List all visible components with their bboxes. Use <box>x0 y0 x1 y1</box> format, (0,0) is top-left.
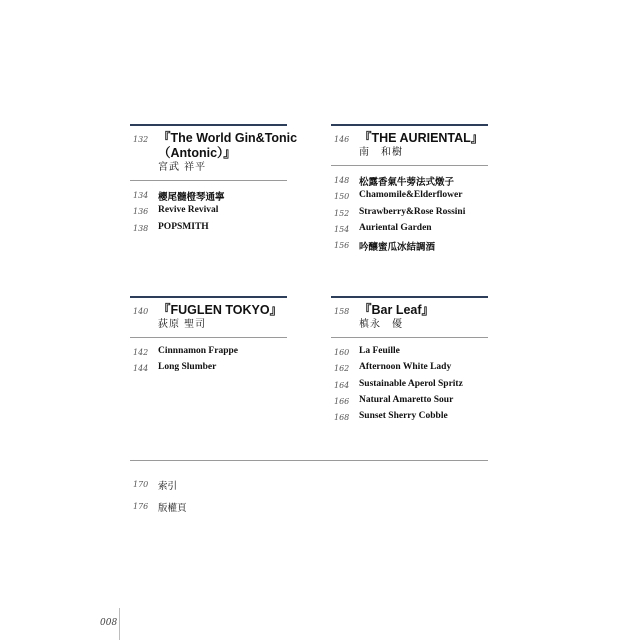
toc-item <box>331 223 488 239</box>
toc-item-page: 138 <box>133 223 149 233</box>
section-item-list <box>130 189 287 238</box>
section-item-list <box>130 346 287 379</box>
appendix-item-colophon <box>130 500 488 522</box>
toc-item <box>331 190 488 206</box>
toc-item <box>130 189 287 205</box>
section-header <box>130 303 287 331</box>
section-top-rule <box>130 124 287 126</box>
toc-item <box>331 346 488 362</box>
section-top-rule <box>331 296 488 298</box>
section-divider <box>130 180 287 181</box>
section-header <box>331 303 488 331</box>
section-author: 宮武 祥平 <box>158 162 207 173</box>
toc-item-page: 144 <box>133 364 149 374</box>
section-header <box>130 131 298 174</box>
toc-appendix <box>130 460 488 522</box>
section-divider <box>331 165 488 166</box>
toc-item-page: 152 <box>334 208 350 218</box>
section-title-line-1: 『THE AURIENTAL』 <box>359 131 484 145</box>
toc-item-label: Cinnnamon Frappe <box>158 346 238 356</box>
toc-section-bar-leaf <box>331 296 488 427</box>
page-folio: 008 <box>100 618 118 628</box>
section-top-rule <box>331 124 488 126</box>
toc-item-label: 松露香氣牛蒡法式燉子 <box>359 178 455 188</box>
section-page-number: 132 <box>133 135 149 144</box>
toc-section-fuglen-tokyo <box>130 296 287 379</box>
toc-item <box>331 174 488 190</box>
toc-section-world-gin-tonic <box>130 124 298 238</box>
toc-item-page: 162 <box>334 364 350 374</box>
page-gutter-line <box>119 608 120 640</box>
section-title-line-1: 『FUGLEN TOKYO』 <box>158 303 283 317</box>
toc-item <box>130 362 287 378</box>
toc-item-label: Chamomile&Elderflower <box>359 190 463 201</box>
toc-item <box>130 222 287 238</box>
section-title-line-2: （Antonic）』 <box>158 146 236 160</box>
section-author: 荻原 聖司 <box>158 319 207 330</box>
toc-item-label: POPSMITH <box>158 221 209 232</box>
toc-item-page: 142 <box>133 348 149 357</box>
section-title-line-1: 『The World Gin&Tonic <box>158 131 298 145</box>
toc-item-page: 164 <box>334 380 350 390</box>
toc-item-page: 134 <box>133 191 149 200</box>
toc-item-label: Natural Amaretto Sour <box>359 394 454 405</box>
toc-item <box>331 379 488 395</box>
section-item-list <box>331 346 488 427</box>
appendix-item-label: 索引 <box>158 481 178 492</box>
toc-item-label: La Feuille <box>359 346 400 356</box>
toc-item-label: Long Slumber <box>158 362 217 373</box>
toc-item-label: Afternoon White Lady <box>359 362 452 373</box>
toc-item-label: 吟釀蜜瓜冰結調酒 <box>359 243 436 254</box>
section-divider <box>130 337 287 338</box>
toc-item-label: Sustainable Aperol Spritz <box>359 378 463 389</box>
toc-item <box>331 395 488 411</box>
section-page-number: 146 <box>334 135 350 144</box>
appendix-item-page: 170 <box>133 480 149 489</box>
toc-item-page: 168 <box>334 413 350 423</box>
section-top-rule <box>130 296 287 298</box>
section-author: 南 和樹 <box>359 147 403 158</box>
toc-item-label: 櫻尾髓橙琴通寧 <box>158 193 225 203</box>
toc-item-page: 136 <box>133 207 149 217</box>
appendix-item-page: 176 <box>133 502 149 511</box>
toc-item-label: Auriental Garden <box>359 222 432 233</box>
toc-item <box>130 346 287 362</box>
section-author: 槙永 優 <box>359 319 403 330</box>
section-page-number: 140 <box>133 307 149 316</box>
toc-item <box>331 239 488 255</box>
toc-item-page: 160 <box>334 348 350 357</box>
appendix-item-label: 版權頁 <box>158 503 187 514</box>
toc-item-page: 148 <box>334 176 350 185</box>
toc-item-page: 166 <box>334 396 350 406</box>
toc-section-the-auriental <box>331 124 488 255</box>
section-item-list <box>331 174 488 255</box>
toc-item-page: 154 <box>334 224 350 234</box>
section-divider <box>331 337 488 338</box>
toc-item <box>331 207 488 223</box>
toc-item <box>331 411 488 427</box>
section-page-number: 158 <box>334 307 350 316</box>
toc-item-page: 156 <box>334 241 350 251</box>
section-header <box>331 131 488 159</box>
toc-item <box>130 205 287 221</box>
toc-item <box>331 362 488 378</box>
appendix-item-index <box>130 478 488 500</box>
toc-item-label: Strawberry&Rose Rossini <box>359 206 466 217</box>
toc-item-label: Revive Revival <box>158 205 219 216</box>
section-title-line-1: 『Bar Leaf』 <box>359 303 435 317</box>
toc-item-page: 150 <box>334 192 350 202</box>
toc-item-label: Sunset Sherry Cobble <box>359 411 448 422</box>
